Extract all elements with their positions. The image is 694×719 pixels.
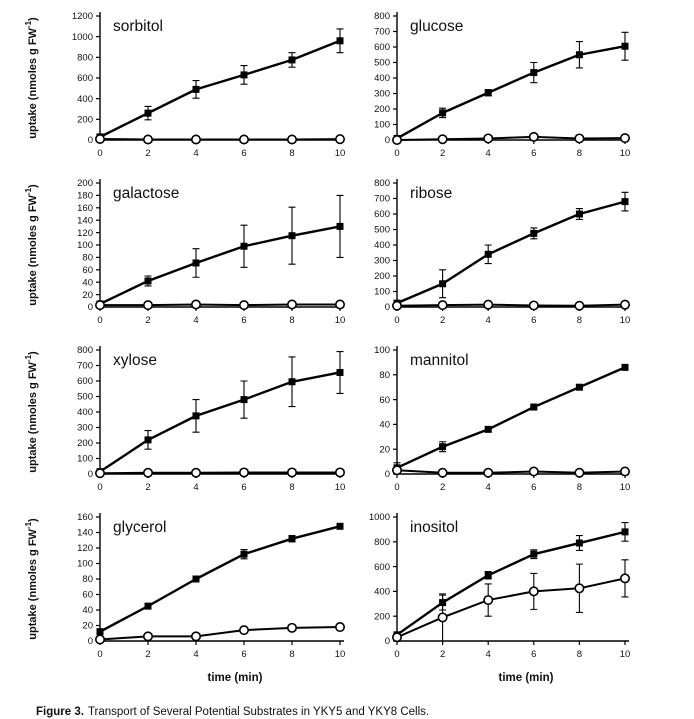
- data-point-open-circle: [621, 467, 629, 475]
- data-point-open-circle: [192, 469, 200, 477]
- chart-inositol: [347, 501, 694, 693]
- x-tick-label: 2: [439, 482, 446, 493]
- x-tick-label: 6: [531, 649, 537, 660]
- y-tick-label: 120: [77, 543, 93, 555]
- data-point-open-circle: [240, 301, 248, 309]
- data-point-filled-square: [530, 230, 537, 237]
- y-axis-label: uptake (nmoles g $FW^{-1}$): [24, 17, 39, 139]
- x-tick-label: 8: [576, 315, 583, 326]
- data-point-filled-square: [145, 110, 152, 117]
- data-point-filled-square: [289, 535, 296, 542]
- data-point-filled-square: [145, 277, 152, 284]
- series-filled-square: [97, 352, 344, 476]
- y-tick-label: 0: [384, 302, 390, 314]
- y-tick-label: 80: [82, 574, 93, 586]
- y-tick-label: 60: [379, 394, 390, 406]
- data-point-open-circle: [288, 624, 296, 632]
- panel-title: ribose: [410, 185, 453, 202]
- data-point-filled-square: [622, 364, 629, 371]
- y-tick-label: 20: [82, 620, 93, 632]
- data-point-open-circle: [240, 135, 248, 143]
- chart-panel-glycerol: [0, 501, 347, 698]
- x-tick-label: 6: [531, 315, 537, 326]
- data-point-open-circle: [530, 133, 538, 141]
- data-point-filled-square: [145, 603, 152, 610]
- data-point-filled-square: [97, 628, 104, 635]
- series-filled-square: [394, 364, 629, 473]
- series-open-circle: [96, 468, 344, 477]
- data-point-open-circle: [575, 584, 583, 592]
- y-tick-label: 600: [77, 73, 93, 85]
- data-point-open-circle: [484, 300, 492, 308]
- data-point-open-circle: [393, 302, 401, 310]
- data-point-open-circle: [192, 300, 200, 308]
- y-tick-label: 0: [87, 636, 93, 648]
- chart-sorbitol: [0, 0, 347, 162]
- x-tick-label: 2: [439, 649, 446, 660]
- x-axis-label: time (min): [207, 672, 263, 684]
- y-tick-label: 200: [374, 104, 390, 116]
- data-point-filled-square: [622, 198, 629, 205]
- x-tick-label: 10: [619, 315, 631, 326]
- x-tick-label: 2: [145, 482, 151, 493]
- y-tick-label: 140: [77, 527, 93, 539]
- y-tick-label: 800: [77, 52, 93, 64]
- data-point-open-circle: [336, 300, 344, 308]
- y-axis-label: uptake (nmoles g $FW^{-1}$): [24, 518, 39, 640]
- data-point-open-circle: [96, 469, 104, 477]
- data-point-open-circle: [288, 468, 296, 476]
- data-point-open-circle: [144, 301, 152, 309]
- x-tick-label: 0: [97, 649, 103, 660]
- data-point-open-circle: [530, 301, 538, 309]
- data-point-open-circle: [288, 300, 296, 308]
- y-tick-label: 1200: [71, 11, 93, 23]
- series-filled-square: [394, 32, 629, 142]
- y-tick-label: 100: [77, 240, 93, 252]
- x-tick-label: 10: [334, 148, 346, 159]
- y-tick-label: 400: [374, 73, 390, 85]
- data-point-filled-square: [289, 232, 296, 239]
- y-tick-label: 0: [87, 469, 93, 481]
- x-tick-label: 0: [394, 482, 400, 493]
- data-point-filled-square: [193, 86, 200, 93]
- data-point-open-circle: [144, 135, 152, 143]
- y-tick-label: 800: [374, 11, 390, 23]
- data-point-filled-square: [241, 551, 248, 558]
- series-filled-square: [97, 29, 344, 140]
- data-point-filled-square: [485, 251, 492, 258]
- y-tick-label: 80: [379, 370, 390, 381]
- panel-title: galactose: [113, 185, 180, 202]
- y-tick-label: 700: [374, 193, 390, 205]
- y-tick-label: 300: [374, 88, 390, 100]
- series-line-open-circle: [397, 578, 625, 637]
- y-tick-label: 700: [77, 360, 93, 372]
- data-point-filled-square: [576, 211, 583, 218]
- x-tick-label: 6: [241, 482, 247, 493]
- x-tick-label: 2: [439, 148, 446, 159]
- chart-glycerol: [0, 501, 347, 693]
- y-tick-label: 500: [374, 224, 390, 236]
- y-tick-label: 800: [374, 178, 390, 190]
- data-point-filled-square: [530, 69, 537, 76]
- x-tick-label: 8: [576, 649, 583, 660]
- chart-xylose: [0, 334, 347, 496]
- data-point-filled-square: [439, 109, 446, 116]
- data-point-filled-square: [193, 259, 200, 266]
- y-tick-label: 120: [77, 227, 93, 239]
- chart-ribose: [347, 167, 694, 329]
- y-tick-label: 0: [87, 135, 93, 147]
- data-point-open-circle: [438, 469, 446, 477]
- series-open-circle: [96, 300, 344, 309]
- x-tick-label: 8: [576, 148, 583, 159]
- data-point-open-circle: [484, 134, 492, 142]
- data-point-filled-square: [576, 540, 583, 547]
- data-point-filled-square: [241, 71, 248, 78]
- x-tick-label: 8: [289, 315, 295, 326]
- x-tick-label: 0: [97, 148, 103, 159]
- data-point-open-circle: [288, 135, 296, 143]
- data-point-open-circle: [336, 135, 344, 143]
- y-tick-label: 20: [379, 444, 390, 456]
- data-point-open-circle: [96, 635, 104, 643]
- data-point-filled-square: [485, 89, 492, 96]
- data-point-filled-square: [241, 396, 248, 403]
- x-tick-label: 4: [485, 148, 491, 159]
- x-tick-label: 6: [241, 649, 247, 660]
- y-axis-label: uptake (nmoles g $FW^{-1}$): [24, 184, 39, 306]
- series-line-open-circle: [100, 139, 340, 140]
- data-point-open-circle: [438, 301, 446, 309]
- y-tick-label: 400: [374, 240, 390, 252]
- x-tick-label: 4: [193, 148, 199, 159]
- x-tick-label: 6: [531, 482, 537, 493]
- y-tick-label: 400: [77, 407, 93, 419]
- x-tick-label: 4: [193, 315, 199, 326]
- y-tick-label: 800: [374, 537, 390, 548]
- x-tick-label: 4: [485, 315, 491, 326]
- data-point-open-circle: [192, 135, 200, 143]
- x-tick-label: 6: [241, 315, 247, 326]
- chart-panel-glucose: [347, 0, 694, 167]
- y-tick-label: 0: [384, 469, 390, 481]
- x-tick-label: 2: [145, 315, 151, 326]
- y-tick-label: 200: [77, 438, 93, 450]
- x-tick-label: 0: [97, 315, 103, 326]
- data-point-filled-square: [439, 280, 446, 287]
- data-point-filled-square: [576, 51, 583, 58]
- panel-title: glucose: [410, 18, 464, 35]
- y-tick-label: 400: [77, 93, 93, 105]
- series-line-filled-square: [100, 226, 340, 304]
- series-filled-square: [394, 523, 629, 639]
- panel-title: glycerol: [113, 519, 167, 536]
- x-tick-label: 2: [145, 148, 151, 159]
- data-point-filled-square: [530, 551, 537, 558]
- series-line-open-circle: [397, 305, 625, 306]
- y-tick-label: 80: [82, 252, 93, 264]
- chart-row-2: [0, 334, 694, 501]
- y-tick-label: 20: [82, 289, 93, 301]
- y-tick-label: 0: [87, 302, 93, 314]
- chart-panel-sorbitol: [0, 0, 347, 167]
- data-point-filled-square: [337, 37, 344, 44]
- data-point-filled-square: [622, 43, 629, 50]
- series-line-open-circle: [100, 627, 340, 639]
- x-tick-label: 0: [394, 315, 400, 326]
- x-tick-label: 4: [485, 649, 491, 660]
- data-point-filled-square: [145, 436, 152, 443]
- chart-glucose: [347, 0, 694, 162]
- data-point-open-circle: [96, 301, 104, 309]
- data-point-open-circle: [144, 632, 152, 640]
- y-tick-label: 200: [77, 114, 93, 126]
- series-line-open-circle: [100, 305, 340, 306]
- y-tick-label: 60: [82, 589, 93, 601]
- data-point-open-circle: [575, 302, 583, 310]
- data-point-open-circle: [336, 623, 344, 631]
- chart-row-0: [0, 0, 694, 167]
- y-tick-label: 600: [77, 376, 93, 388]
- data-point-open-circle: [438, 613, 446, 621]
- x-tick-label: 10: [334, 315, 346, 326]
- y-tick-label: 40: [379, 419, 390, 431]
- series-line-filled-square: [397, 46, 625, 138]
- panel-title: xylose: [113, 352, 157, 369]
- series-filled-square: [97, 523, 344, 635]
- x-tick-label: 8: [289, 148, 295, 159]
- x-tick-label: 4: [193, 649, 199, 660]
- y-tick-label: 1000: [71, 31, 93, 43]
- data-point-open-circle: [484, 596, 492, 604]
- x-tick-label: 10: [619, 482, 631, 493]
- series-line-filled-square: [100, 41, 340, 137]
- data-point-filled-square: [439, 443, 446, 450]
- caption-text: Transport of Several Potential Substrates in YKY5 and YKY8 Cells.: [87, 706, 430, 718]
- y-tick-label: 100: [374, 286, 390, 298]
- data-point-filled-square: [241, 243, 248, 250]
- y-tick-label: 160: [77, 203, 93, 214]
- series-line-filled-square: [100, 526, 340, 631]
- data-point-open-circle: [530, 467, 538, 475]
- series-filled-square: [394, 192, 629, 306]
- data-point-filled-square: [193, 412, 200, 419]
- y-tick-label: 40: [82, 277, 93, 289]
- data-point-filled-square: [193, 576, 200, 583]
- data-point-open-circle: [240, 468, 248, 476]
- series-line-filled-square: [397, 202, 625, 304]
- y-tick-label: 300: [77, 422, 93, 434]
- data-point-filled-square: [576, 384, 583, 391]
- y-tick-label: 600: [374, 42, 390, 54]
- y-tick-label: 400: [374, 586, 390, 598]
- data-point-open-circle: [96, 135, 104, 143]
- x-tick-label: 0: [97, 482, 103, 493]
- y-tick-label: 60: [82, 265, 93, 276]
- y-tick-label: 140: [77, 215, 93, 227]
- x-tick-label: 6: [241, 148, 247, 159]
- x-tick-label: 10: [619, 649, 631, 660]
- data-point-open-circle: [192, 632, 200, 640]
- data-point-open-circle: [438, 135, 446, 143]
- series-line-filled-square: [100, 372, 340, 471]
- chart-panel-mannitol: [347, 334, 694, 501]
- y-tick-label: 300: [374, 255, 390, 267]
- data-point-filled-square: [485, 572, 492, 579]
- data-point-filled-square: [485, 426, 492, 433]
- figure-caption: [0, 698, 694, 719]
- series-open-circle: [393, 466, 629, 477]
- data-point-open-circle: [336, 468, 344, 476]
- y-tick-label: 100: [374, 345, 390, 357]
- caption-label: Figure 3.: [36, 706, 84, 718]
- data-point-open-circle: [621, 134, 629, 142]
- series-open-circle: [393, 133, 629, 145]
- x-tick-label: 8: [576, 482, 583, 493]
- series-line-open-circle: [100, 472, 340, 473]
- x-tick-label: 0: [394, 649, 400, 660]
- data-point-filled-square: [289, 378, 296, 385]
- series-open-circle: [393, 560, 629, 642]
- x-tick-label: 10: [334, 649, 346, 660]
- data-point-filled-square: [337, 369, 344, 376]
- y-tick-label: 500: [374, 57, 390, 69]
- y-tick-label: 40: [82, 605, 93, 617]
- series-line-filled-square: [397, 532, 625, 635]
- x-tick-label: 2: [439, 315, 446, 326]
- chart-panel-xylose: [0, 334, 347, 501]
- series-open-circle: [393, 300, 629, 309]
- y-tick-label: 100: [77, 558, 93, 570]
- y-tick-label: 700: [374, 26, 390, 38]
- x-tick-label: 2: [145, 649, 151, 660]
- y-tick-label: 500: [77, 391, 93, 403]
- y-axis-label: uptake (nmoles g $FW^{-1}$): [24, 351, 39, 473]
- y-tick-label: 0: [384, 636, 390, 648]
- data-point-filled-square: [289, 56, 296, 63]
- series-filled-square: [97, 195, 344, 307]
- x-axis-label: time (min): [498, 672, 554, 684]
- series-line-filled-square: [397, 367, 625, 467]
- y-tick-label: 0: [384, 135, 390, 147]
- y-tick-label: 600: [374, 209, 390, 221]
- data-point-open-circle: [144, 469, 152, 477]
- data-point-open-circle: [484, 469, 492, 477]
- data-point-open-circle: [393, 136, 401, 144]
- chart-galactose: [0, 167, 347, 329]
- y-tick-label: 100: [77, 453, 93, 465]
- x-tick-label: 4: [485, 482, 491, 493]
- data-point-filled-square: [622, 528, 629, 535]
- data-point-open-circle: [621, 574, 629, 582]
- x-tick-label: 0: [394, 148, 400, 159]
- x-tick-label: 4: [193, 482, 199, 493]
- chart-panel-ribose: [347, 167, 694, 334]
- panel-title: sorbitol: [113, 18, 163, 35]
- chart-row-1: [0, 167, 694, 334]
- data-point-open-circle: [393, 633, 401, 641]
- x-tick-label: 8: [289, 649, 295, 660]
- y-tick-label: 180: [77, 190, 93, 202]
- series-line-open-circle: [397, 470, 625, 472]
- y-tick-label: 200: [374, 271, 390, 283]
- y-tick-label: 800: [77, 345, 93, 357]
- data-point-open-circle: [575, 469, 583, 477]
- x-tick-label: 6: [531, 148, 537, 159]
- data-point-filled-square: [337, 523, 344, 530]
- y-tick-label: 200: [374, 611, 390, 623]
- data-point-open-circle: [393, 466, 401, 474]
- data-point-open-circle: [621, 300, 629, 308]
- y-tick-label: 600: [374, 561, 390, 573]
- y-tick-label: 1000: [368, 512, 390, 524]
- y-tick-label: 200: [77, 178, 93, 190]
- x-tick-label: 10: [619, 148, 631, 159]
- data-point-filled-square: [337, 223, 344, 230]
- data-point-filled-square: [530, 404, 537, 411]
- panel-title: mannitol: [410, 352, 469, 369]
- series-open-circle: [96, 135, 344, 144]
- chart-mannitol: [347, 334, 694, 496]
- y-tick-label: 160: [77, 512, 93, 524]
- x-tick-label: 10: [334, 482, 346, 493]
- panel-title: inositol: [410, 519, 459, 536]
- chart-row-3: [0, 501, 694, 698]
- data-point-open-circle: [240, 626, 248, 634]
- y-tick-label: 100: [374, 119, 390, 131]
- chart-panel-inositol: [347, 501, 694, 698]
- chart-panel-galactose: [0, 167, 347, 334]
- data-point-open-circle: [575, 134, 583, 142]
- x-tick-label: 8: [289, 482, 295, 493]
- data-point-open-circle: [530, 587, 538, 595]
